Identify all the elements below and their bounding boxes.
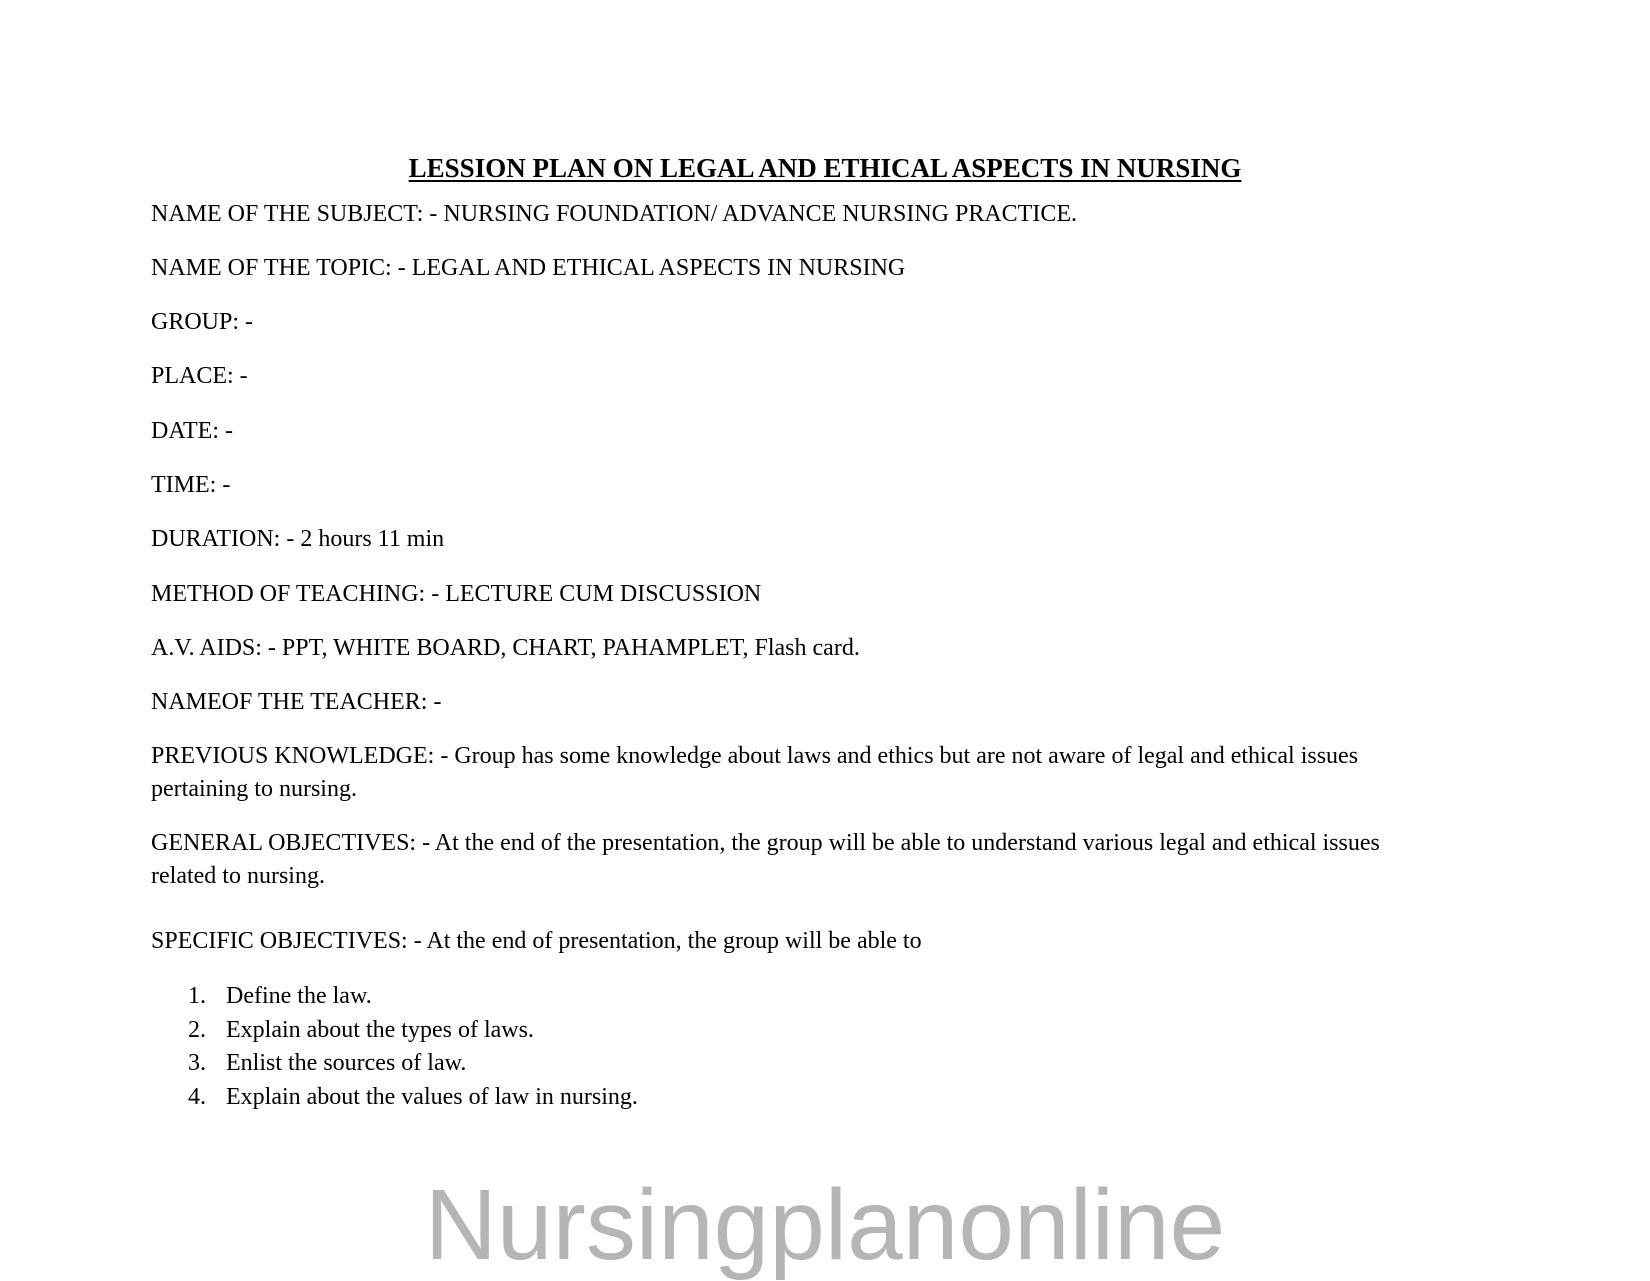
field-label: DURATION: - bbox=[151, 526, 301, 552]
list-item bbox=[151, 1047, 638, 1081]
field-method bbox=[151, 578, 761, 611]
field-value: LEGAL AND ETHICAL ASPECTS IN NURSING bbox=[411, 255, 906, 281]
general-objectives bbox=[151, 827, 1451, 893]
field-label: PREVIOUS KNOWLEDGE: - bbox=[151, 743, 455, 769]
field-value: NURSING FOUNDATION/ ADVANCE NURSING PRACTICE. bbox=[443, 201, 1077, 227]
watermark: Nursingplanonline bbox=[424, 1169, 1226, 1281]
field-label: SPECIFIC OBJECTIVES: - bbox=[151, 928, 427, 954]
field-label: A.V. AIDS: - bbox=[151, 635, 282, 661]
previous-knowledge bbox=[151, 740, 1451, 806]
field-value: 2 hours 11 min bbox=[300, 526, 445, 552]
field-teacher bbox=[151, 686, 441, 719]
field-label: DATE: - bbox=[151, 418, 233, 444]
list-item bbox=[151, 980, 638, 1014]
list-item-text: Explain about the values of law in nursing. bbox=[226, 1083, 638, 1110]
specific-objectives-list bbox=[151, 980, 638, 1114]
field-value: At the end of the presentation, the group will be able to understand various legal and ethical issues related to nursing. bbox=[151, 830, 1380, 889]
list-number: 1. bbox=[188, 983, 206, 1009]
field-label: NAME OF THE SUBJECT: - bbox=[151, 201, 444, 227]
field-label: NAME OF THE TOPIC: - bbox=[151, 255, 412, 281]
list-number: 2. bbox=[188, 1016, 206, 1043]
specific-objectives bbox=[151, 925, 922, 958]
field-label: TIME: - bbox=[151, 472, 231, 498]
list-item-text: Enlist the sources of law. bbox=[226, 1050, 467, 1076]
field-date bbox=[151, 415, 233, 448]
field-label: PLACE: - bbox=[151, 363, 248, 389]
list-item-text: Explain about the types of laws. bbox=[226, 1016, 534, 1043]
list-number: 3. bbox=[188, 1050, 206, 1076]
field-topic bbox=[151, 252, 905, 285]
field-duration bbox=[151, 523, 444, 556]
field-av-aids bbox=[151, 632, 860, 665]
field-label: GROUP: - bbox=[151, 309, 254, 335]
list-number: 4. bbox=[188, 1083, 206, 1110]
list-item bbox=[151, 1081, 638, 1115]
field-value: At the end of presentation, the group will be able to bbox=[426, 928, 922, 954]
field-place bbox=[151, 360, 248, 393]
field-value: Group has some knowledge about laws and ethics but are not aware of legal and ethical issues pertaining to nursing. bbox=[151, 743, 1359, 802]
list-item-text: Define the law. bbox=[226, 983, 372, 1009]
field-value: PPT, WHITE BOARD, CHART, PAHAMPLET, Flash card. bbox=[281, 635, 860, 661]
field-subject bbox=[151, 198, 1077, 231]
field-time bbox=[151, 469, 230, 502]
list-item bbox=[151, 1014, 638, 1048]
field-label: METHOD OF TEACHING: - bbox=[151, 581, 446, 607]
field-value: LECTURE CUM DISCUSSION bbox=[445, 581, 762, 607]
field-label: GENERAL OBJECTIVES: - bbox=[151, 830, 435, 856]
document-title: LESSION PLAN ON LEGAL AND ETHICAL ASPECTS IN NURSING bbox=[408, 153, 1242, 183]
field-group bbox=[151, 306, 253, 339]
field-label: NAMEOF THE TEACHER: - bbox=[151, 689, 442, 715]
